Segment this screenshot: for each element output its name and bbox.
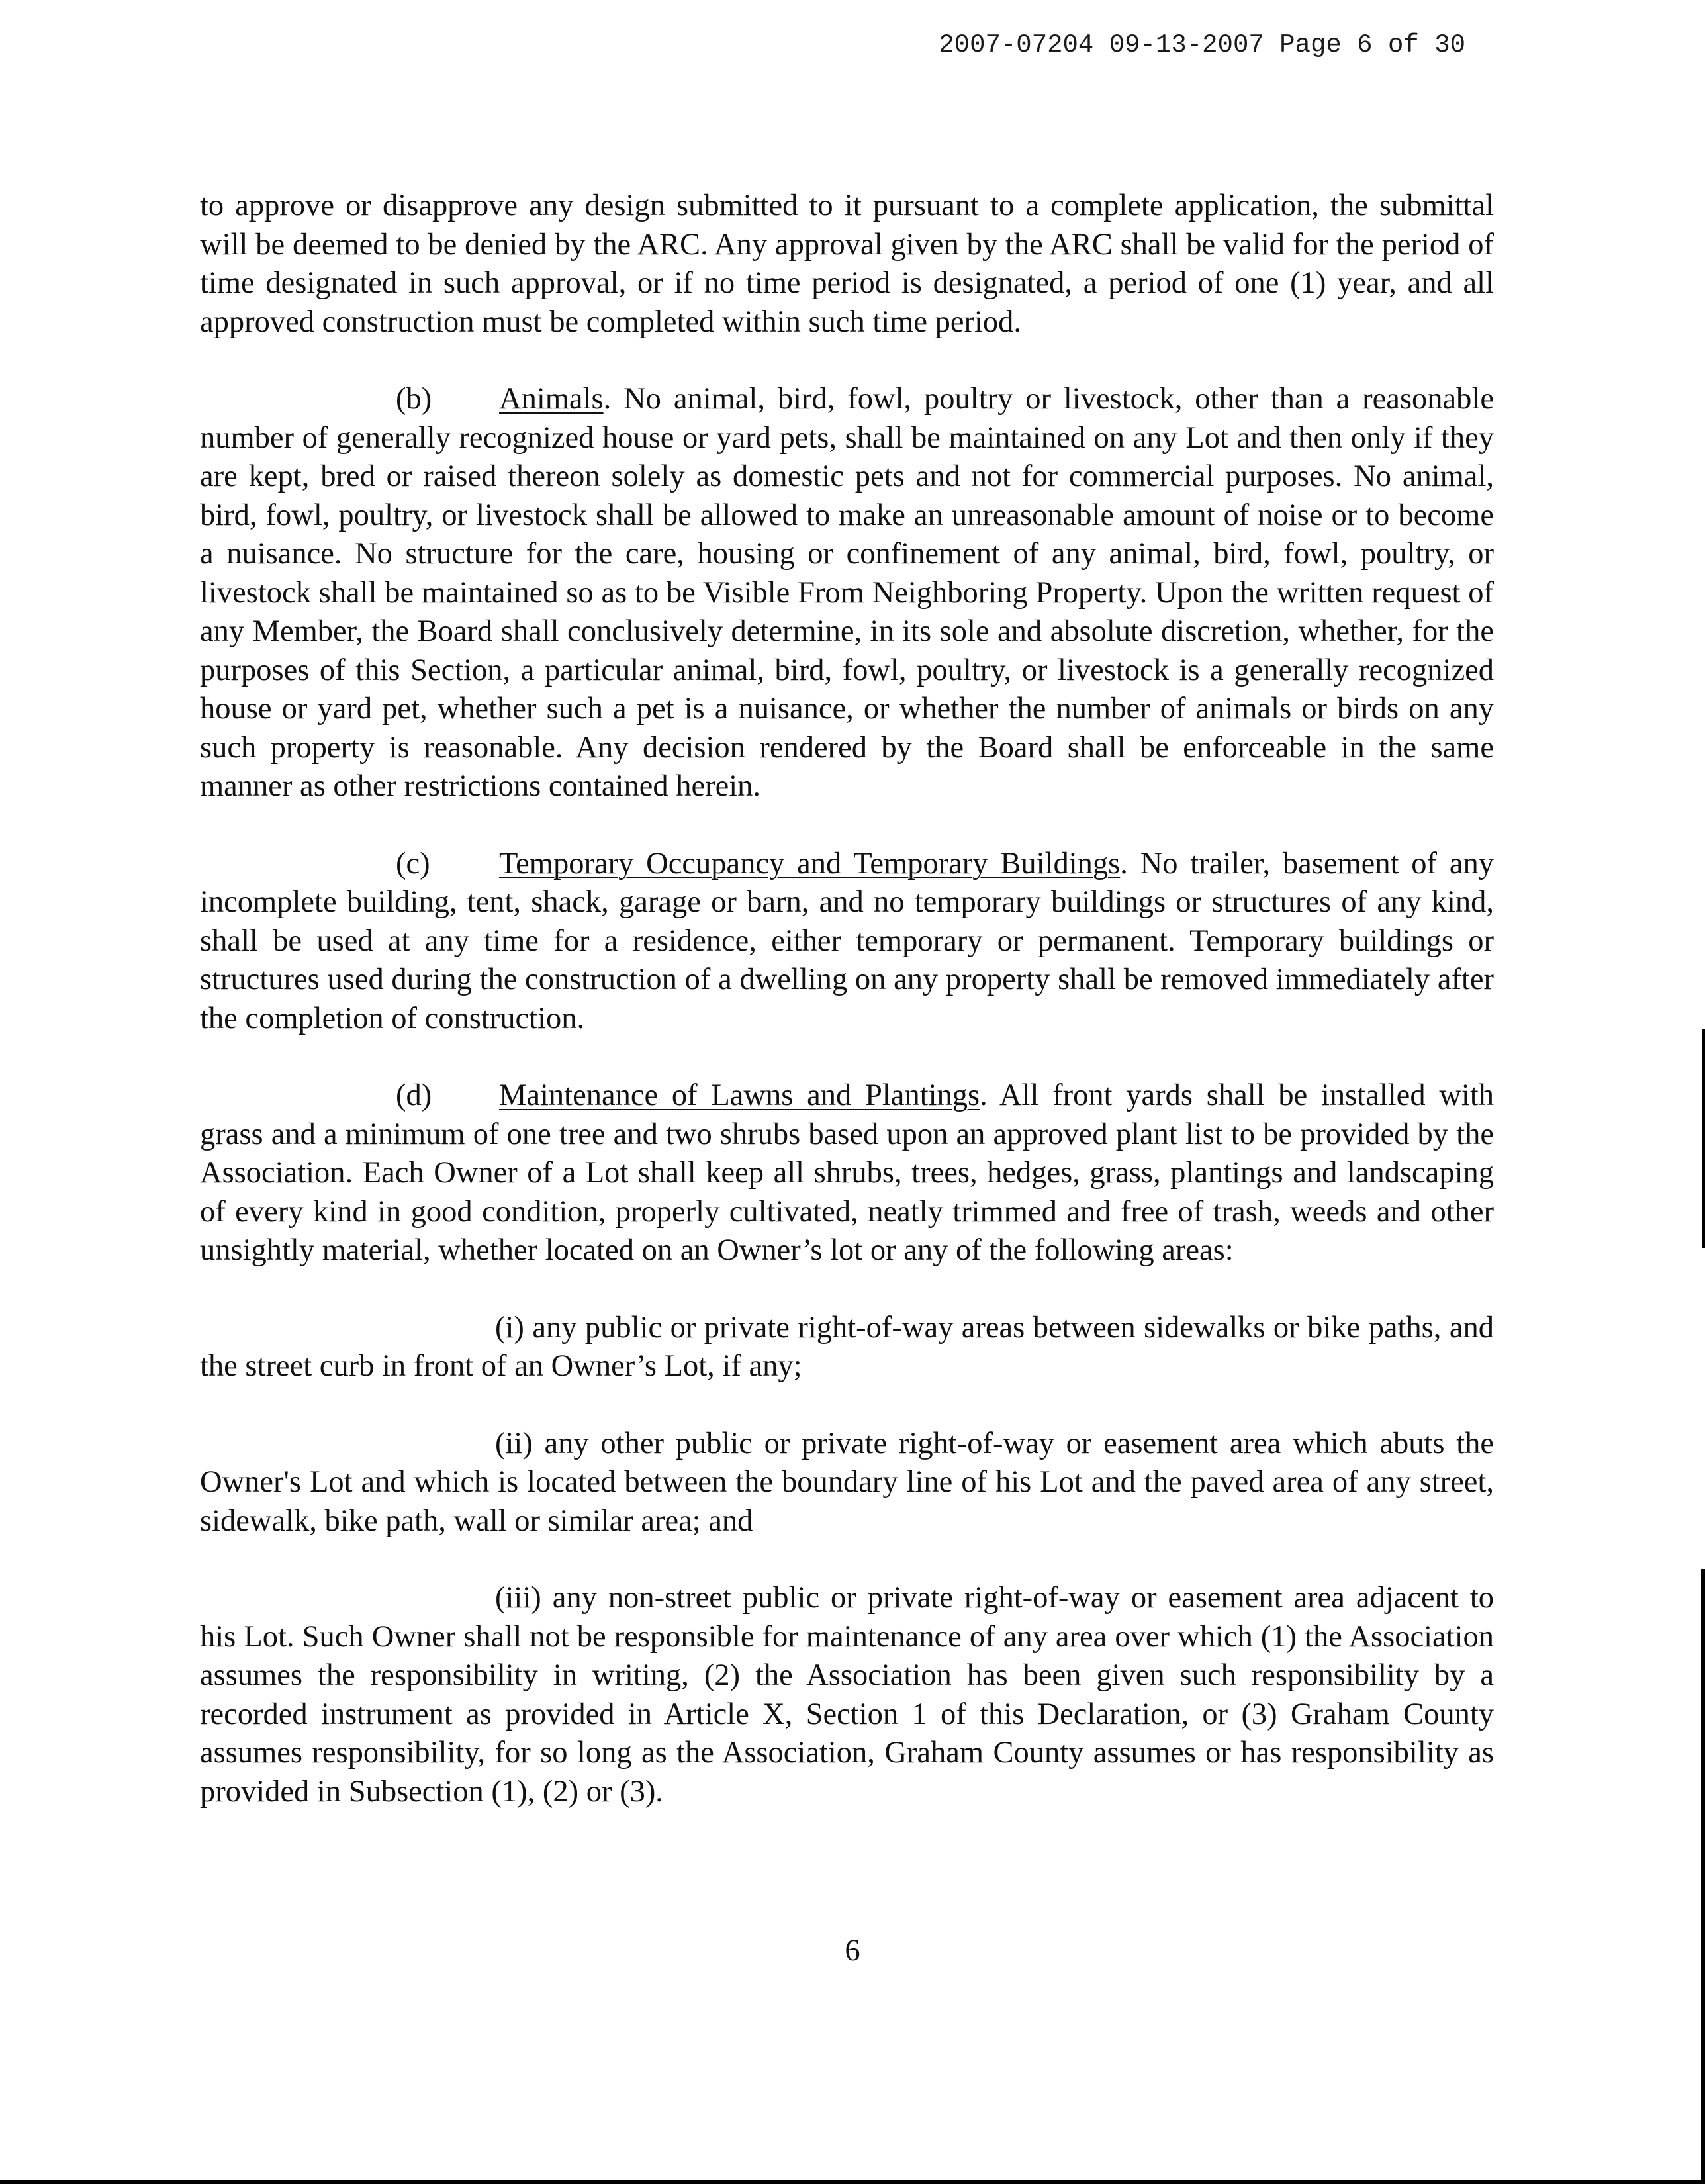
continuation-paragraph: to approve or disapprove any design submitted to it pursuant to a complete application, the submittal will be deemed to be denied by the ARC. Any approval given by the ARC shall be valid for the period of time designated in such approval, or if no time period is designated, a period of one (1) year, and all approved construction must be completed within such time period.: [200, 189, 1494, 339]
document-body: [200, 187, 1494, 1850]
section-d-label: (d): [396, 1078, 432, 1112]
page-number: 6: [845, 1934, 860, 1968]
section-d-lawns-plantings: [200, 1076, 1494, 1270]
section-d-heading: Maintenance of Lawns and Plantings: [499, 1078, 980, 1112]
section-b-heading: Animals: [499, 382, 604, 416]
section-d-text: . All front yards shall be installed with grass and a minimum of one tree and two shrubs based upon an approved plant list to be provided by the Association. Each Owner of a Lot shall keep all shrubs, trees, hedges, grass, plantings and landscaping of every kind in good condition, properly cultivated, neatly trimmed and free of trash, weeds and other unsightly material, whether located on an Owner’s lot or any of the following areas:: [200, 1078, 1494, 1267]
scan-edge-right-upper: [1702, 1029, 1705, 1248]
subsection-iii: (iii) any non-street public or private right-of-way or easement area adjacent to his Lot. Such Owner shall not be responsible for maintenance of any area over which (1) the Association assumes the responsibility in writing, (2) the Association has been given such responsibility by a recorded instrument as provided in Article X, Section 1 of this Declaration, or (3) Graham County assumes responsibility, for so long as the Association, Graham County assumes or has responsibility as provided in Subsection (1), (2) or (3).: [200, 1581, 1494, 1809]
subsection-i: (i) any public or private right-of-way areas between sidewalks or bike paths, and the street curb in front of an Owner’s Lot, if any;: [200, 1310, 1494, 1383]
section-c-temporary-buildings: [200, 845, 1494, 1039]
scan-edge-right-lower: [1701, 1569, 1705, 2184]
recording-stamp: 2007-07204 09-13-2007 Page 6 of 30: [939, 30, 1465, 60]
section-c-heading: Temporary Occupancy and Temporary Buildings: [499, 846, 1121, 880]
section-b-animals: [200, 380, 1494, 806]
section-b-label: (b): [396, 382, 432, 416]
section-c-text: . No trailer, basement of any incomplete building, tent, shack, garage or barn, and no temporary buildings or structures of any kind, shall be used at any time for a residence, either temporary or permanent. Temporary buildings or structures used during the construction of a dwelling on any property shall be removed immediately after the completion of construction.: [200, 846, 1494, 1035]
scan-edge-bottom: [0, 2180, 1705, 2184]
section-c-label: (c): [396, 846, 430, 880]
section-b-text: . No animal, bird, fowl, poultry or livestock, other than a reasonable number of generally recognized house or yard pets, shall be maintained on any Lot and then only if they are kept, bred or raised thereon solely as domestic pets and not for commercial purposes. No animal, bird, fowl, poultry, or livestock shall be allowed to make an unreasonable amount of noise or to become a nuisance. No structure for the care, housing or confinement of any animal, bird, fowl, poultry, or livestock shall be maintained so as to be Visible From Neighboring Property. Upon the written request of any Member, the Board shall conclusively determine, in its sole and absolute discretion, whether, for the purposes of this Section, a particular animal, bird, fowl, poultry, or livestock is a generally recognized house or yard pet, whether such a pet is a nuisance, or whether the number of animals or birds on any such property is reasonable. Any decision rendered by the Board shall be enforceable in the same manner as other restrictions contained herein.: [200, 382, 1494, 803]
subsection-ii: (ii) any other public or private right-of-way or easement area which abuts the Owner's Lot and which is located between the boundary line of his Lot and the paved area of any street, sidewalk, bike path, wall or similar area; and: [200, 1426, 1494, 1538]
